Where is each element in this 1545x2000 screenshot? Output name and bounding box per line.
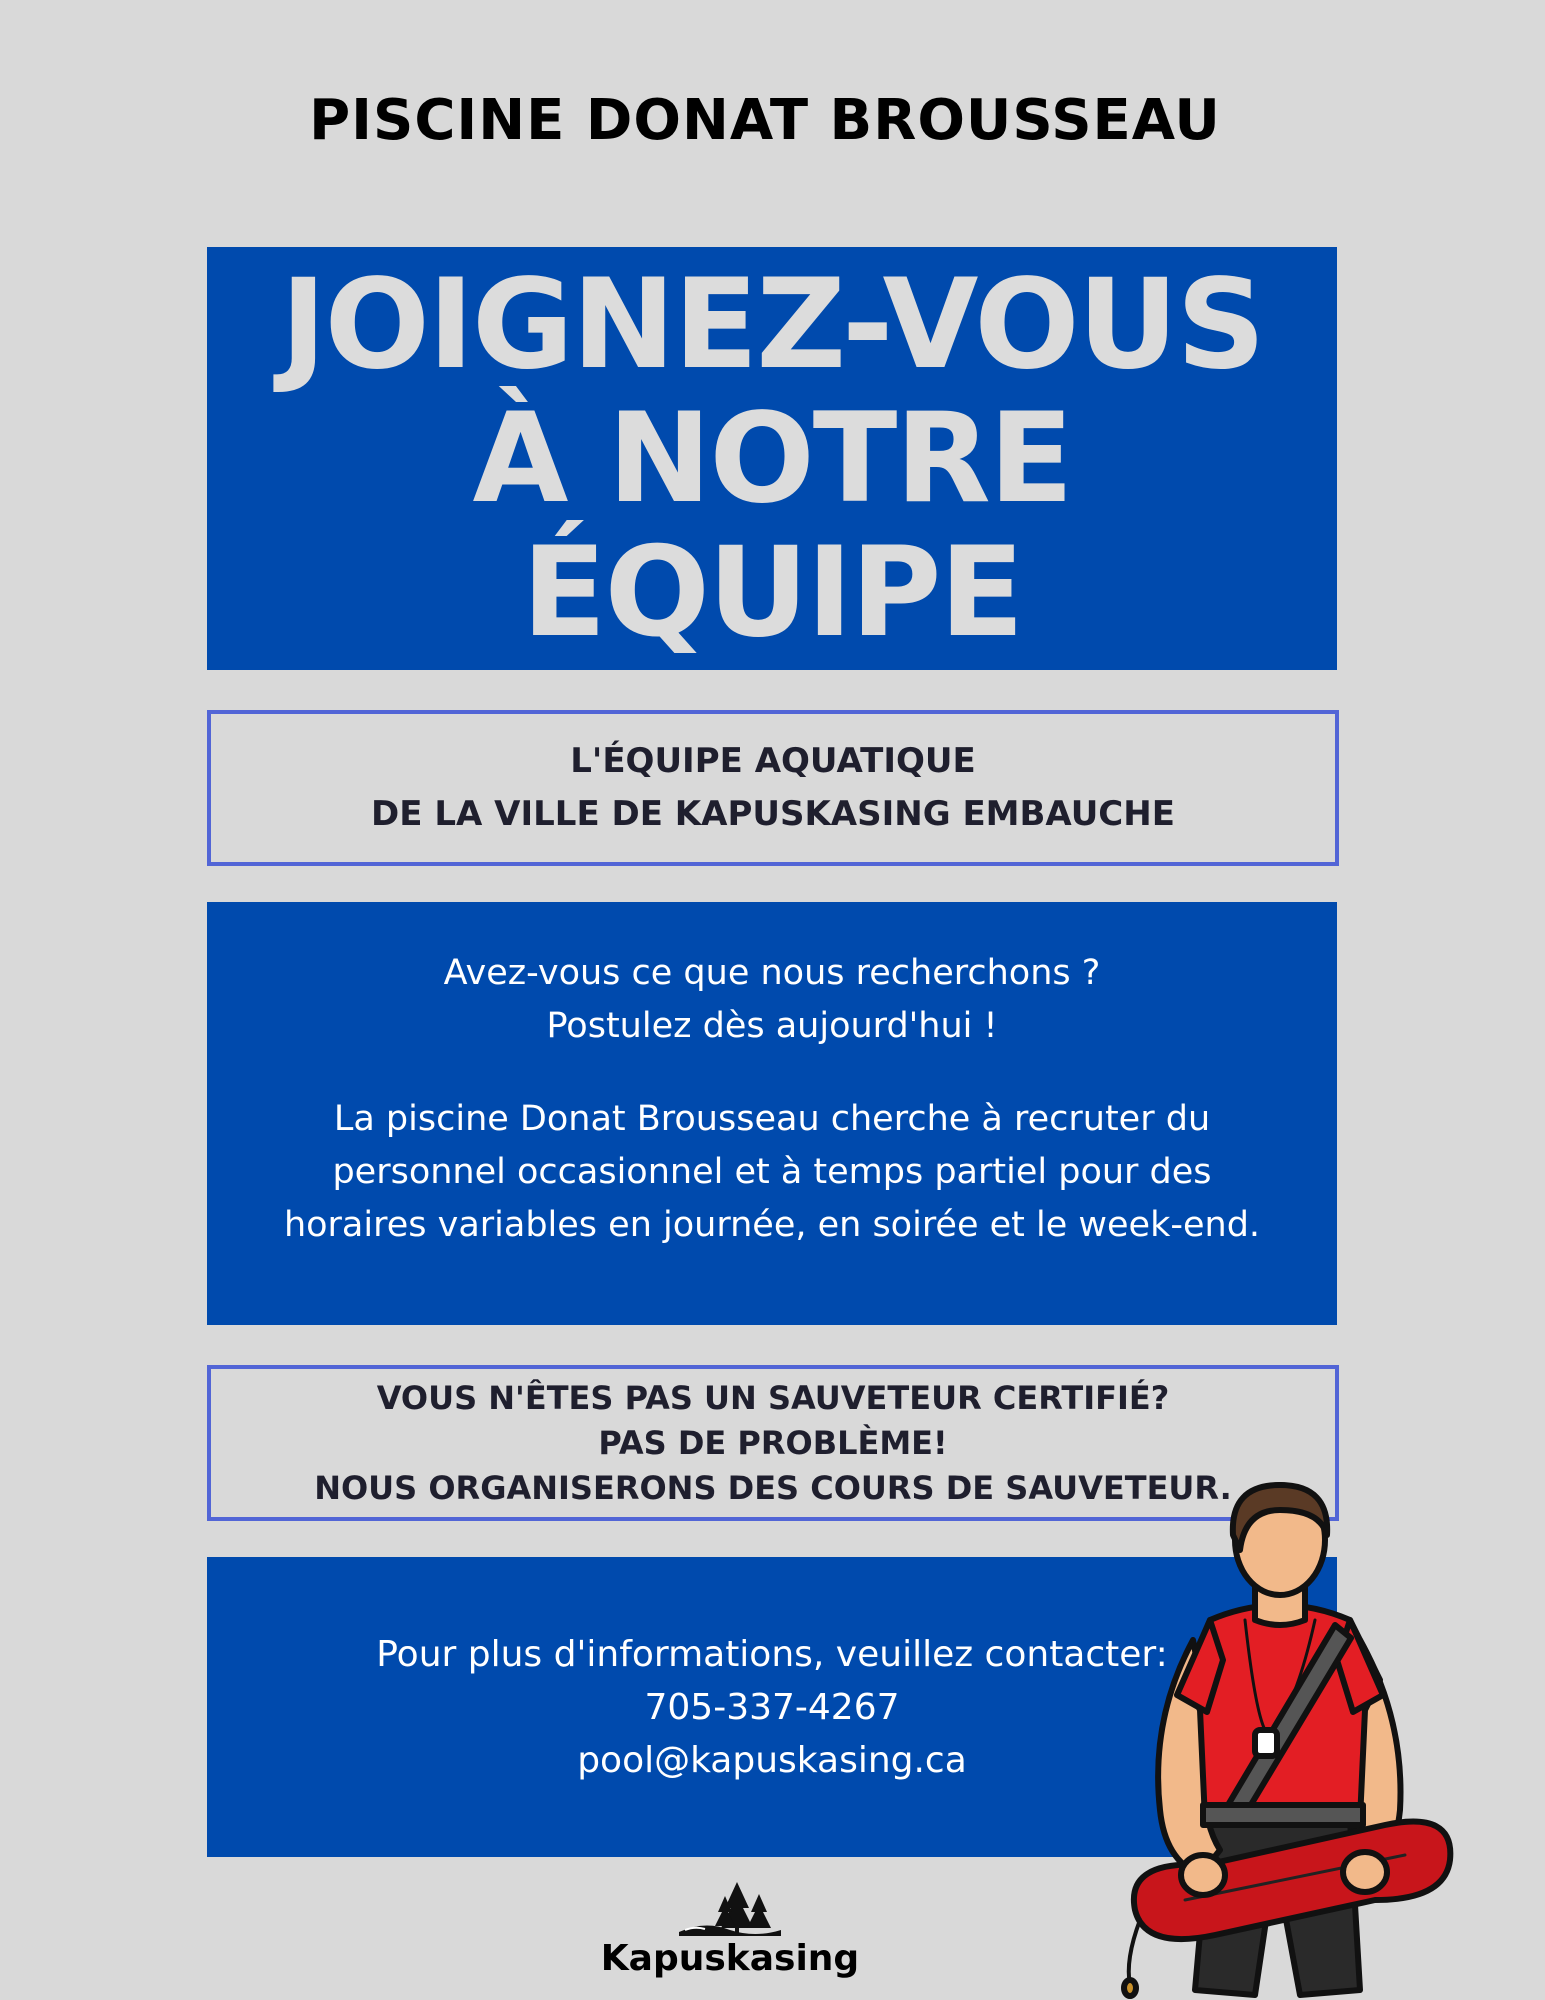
contact-email: pool@kapuskasing.ca — [577, 1739, 967, 1781]
description-line: horaires variables en journée, en soirée et le week-end. — [283, 1205, 1261, 1245]
trees-logo-icon — [675, 1880, 785, 1938]
hiring-box — [207, 710, 1339, 866]
description-line: La piscine Donat Brousseau cherche à recruter du — [333, 1099, 1211, 1139]
description-line: personnel occasionnel et à temps partiel pour des — [332, 1152, 1212, 1192]
intro-box — [207, 902, 1337, 1325]
question-line: Postulez dès aujourd'hui ! — [546, 1006, 998, 1046]
hero-line: ÉQUIPE — [521, 520, 1023, 665]
lifeguard-illustration — [1115, 1480, 1460, 2000]
hero-banner — [207, 247, 1337, 670]
kapuskasing-logo — [560, 1880, 900, 1990]
hiring-line: DE LA VILLE DE KAPUSKASING EMBAUCHE — [371, 794, 1175, 834]
contact-phone: 705-337-4267 — [644, 1686, 900, 1728]
page-title: PISCINE DONAT BROUSSEAU — [309, 88, 1221, 153]
logo-text: Kapuskasing — [600, 1938, 860, 1979]
certification-line: NOUS ORGANISERONS DES COURS DE SAUVETEUR. — [314, 1468, 1232, 1507]
hero-line: À NOTRE — [472, 386, 1072, 531]
question-line: Avez-vous ce que nous recherchons ? — [443, 953, 1101, 993]
contact-intro: Pour plus d'informations, veuillez contacter: — [376, 1633, 1168, 1675]
certification-line: VOUS N'ÊTES PAS UN SAUVETEUR CERTIFIÉ? — [376, 1378, 1170, 1417]
certification-line: PAS DE PROBLÈME! — [598, 1423, 948, 1462]
hero-line: JOIGNEZ-VOUS — [280, 252, 1264, 397]
hiring-line: L'ÉQUIPE AQUATIQUE — [570, 741, 976, 781]
